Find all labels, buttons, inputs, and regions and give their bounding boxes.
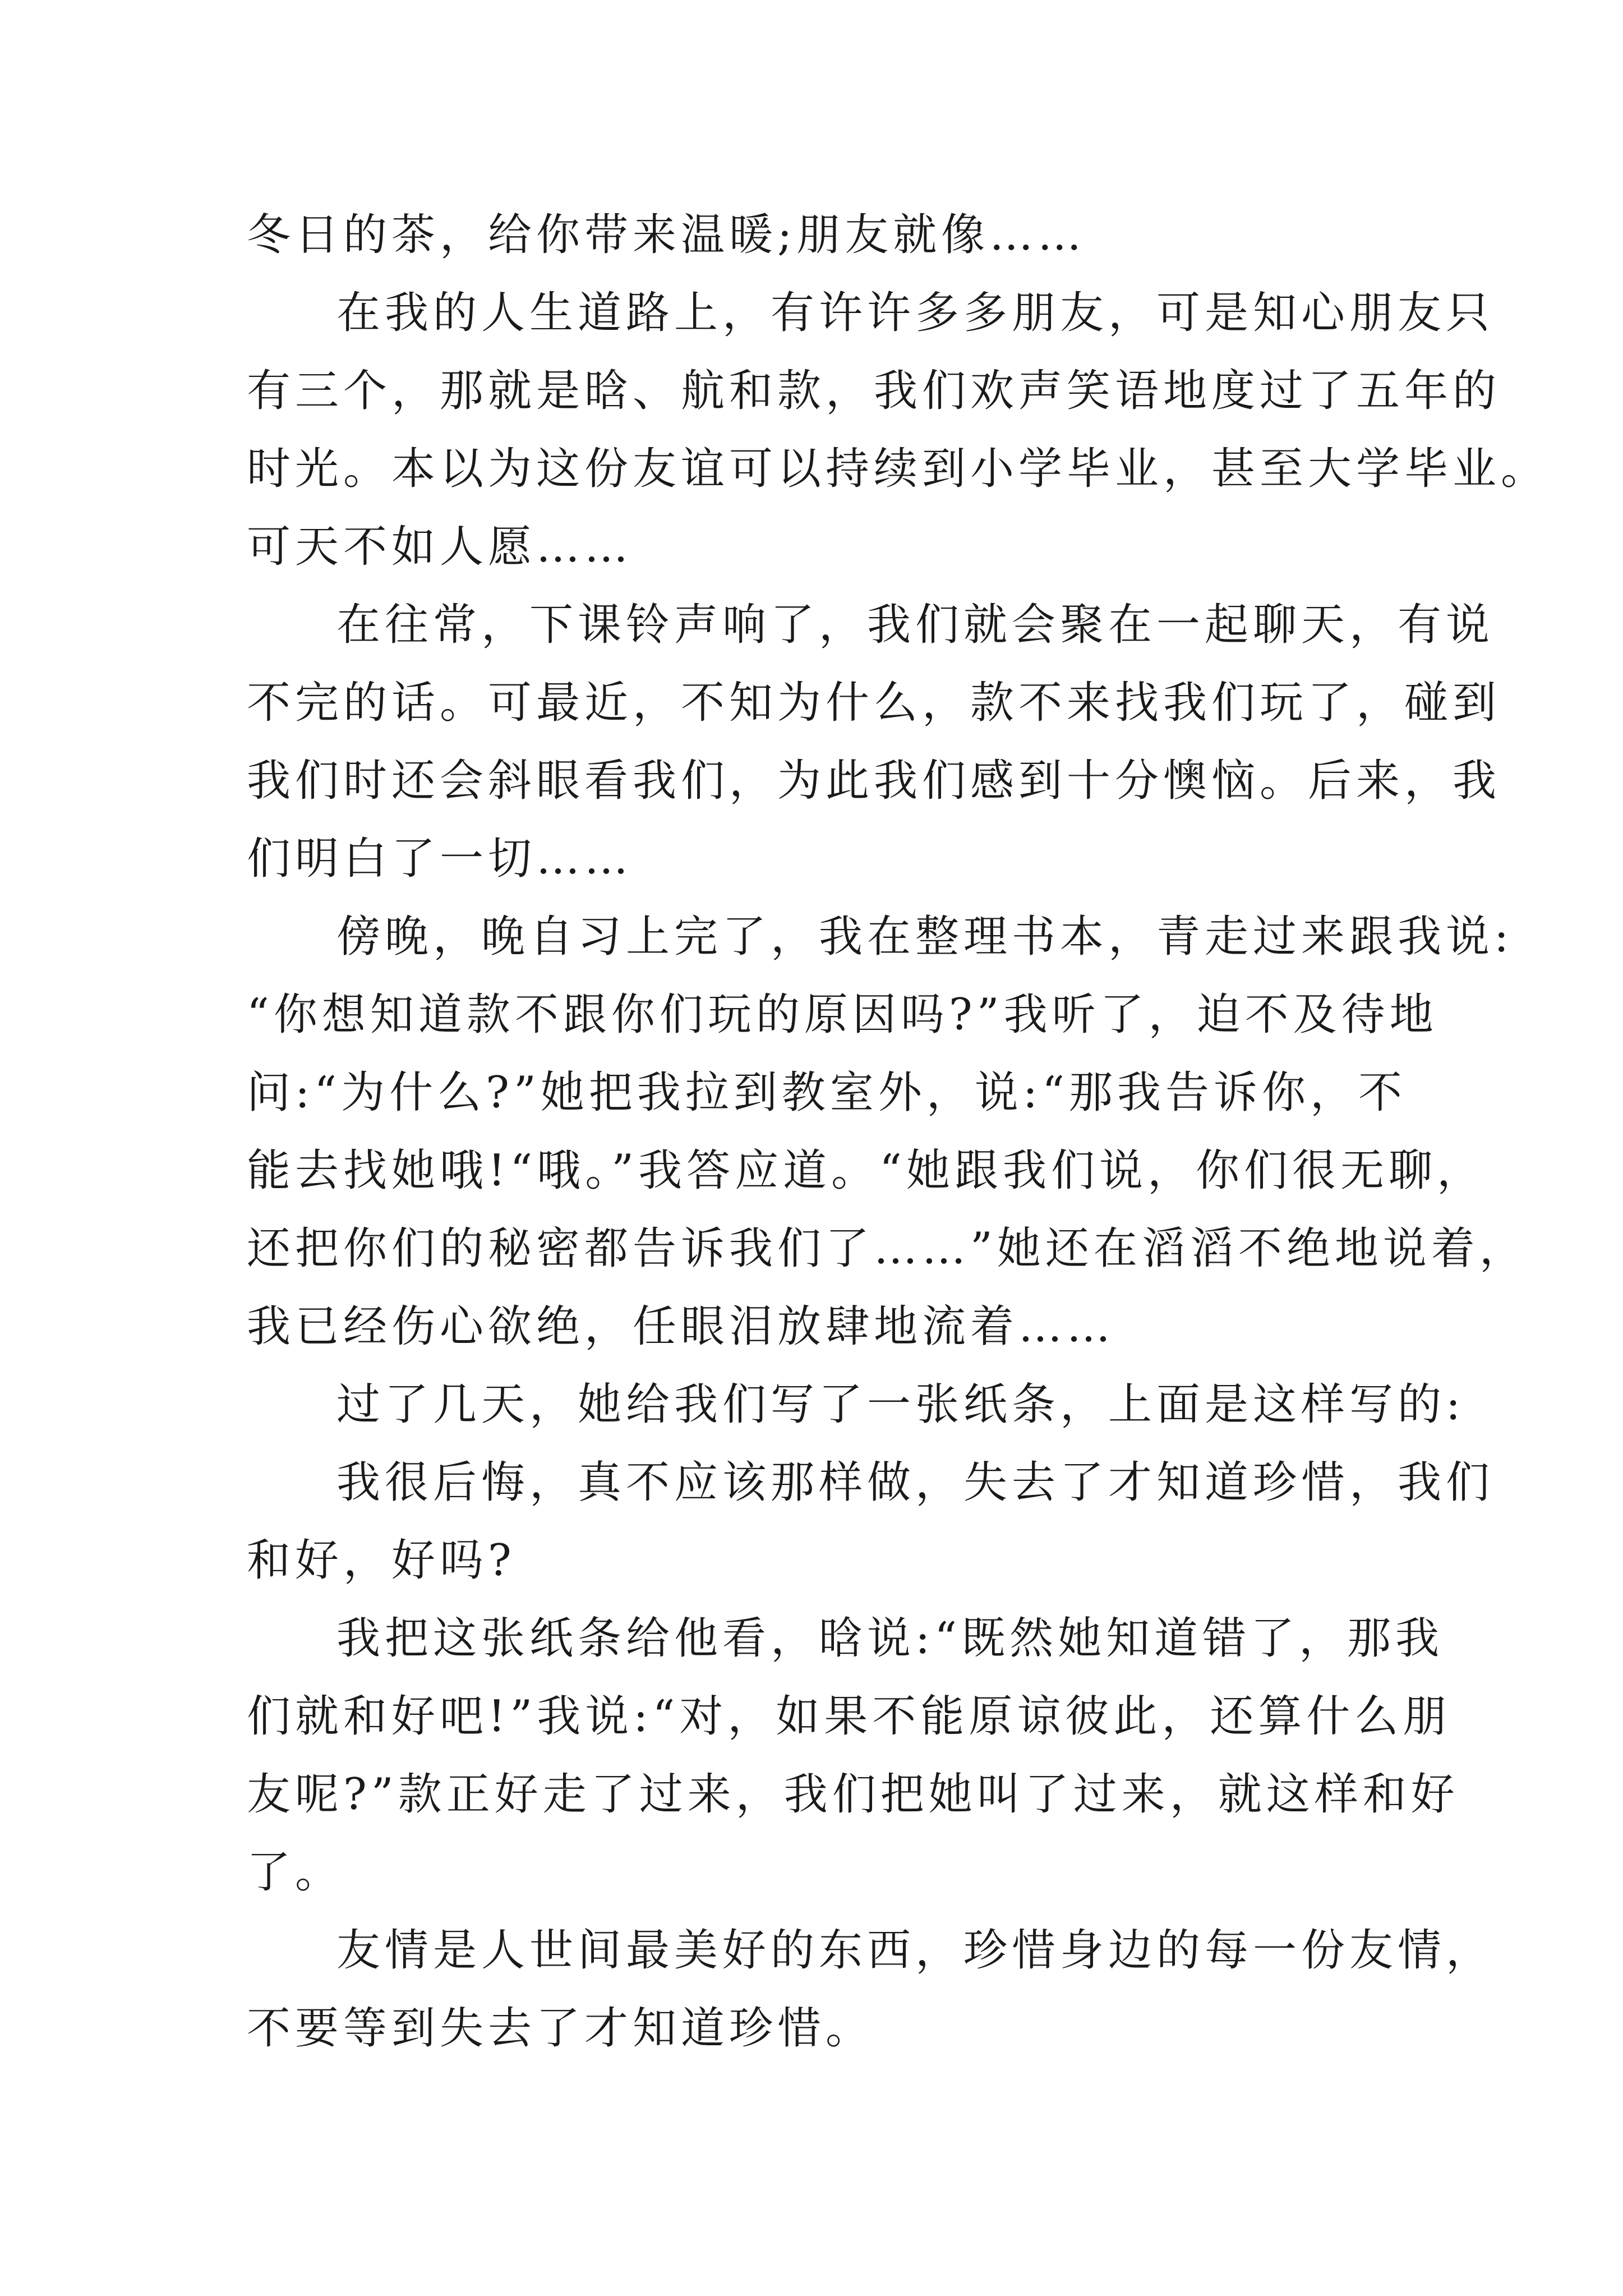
text-line: 能去找她哦!“哦。”我答应道。“她跟我们说，你们很无聊， (247, 1145, 1485, 1196)
text-line: 我们时还会斜眼看我们，为此我们感到十分懊恼。后来，我 (247, 756, 1501, 806)
text-line: 过了几天，她给我们写了一张纸条，上面是这样写的: (336, 1379, 1465, 1430)
text-line: 我已经伤心欲绝，任眼泪放肆地流着…… (247, 1301, 1115, 1352)
text-line: 们明白了一切…… (247, 834, 633, 884)
text-line: 问:“为什么?”她把我拉到教室外，说:“那我告诉你，不 (247, 1068, 1407, 1118)
text-line: “你想知道款不跟你们玩的原因吗?”我听了，迫不及待地 (247, 990, 1438, 1040)
text-line: 友情是人世间最美好的东西，珍惜身边的每一份友情， (336, 1925, 1495, 1976)
text-line: 还把你们的秘密都告诉我们了……”她还在滔滔不绝地说着， (247, 1223, 1528, 1274)
text-line: 冬日的茶，给你带来温暖;朋友就像…… (247, 210, 1086, 260)
text-line: 我把这张纸条给他看，晗说:“既然她知道错了，那我 (336, 1613, 1444, 1664)
text-line: 们就和好吧!”我说:“对，如果不能原谅彼此，还算什么朋 (247, 1691, 1451, 1742)
text-line: 和好，好吗? (247, 1535, 516, 1586)
document-body (247, 196, 1550, 2068)
text-line: 友呢?”款正好走了过来，我们把她叫了过来，就这样和好 (247, 1769, 1459, 1820)
text-line: 时光。本以为这份友谊可以持续到小学毕业，甚至大学毕业。 (247, 444, 1550, 494)
text-line: 不完的话。可最近，不知为什么，款不来找我们玩了，碰到 (247, 678, 1501, 728)
text-line: 傍晚，晚自习上完了，我在整理书本，青走过来跟我说: (336, 912, 1514, 962)
text-line: 有三个，那就是晗、航和款，我们欢声笑语地度过了五年的 (247, 366, 1501, 416)
text-line: 不要等到失去了才知道珍惜。 (247, 2003, 874, 2054)
text-line: 了。 (247, 1847, 344, 1898)
text-line: 可天不如人愿…… (247, 522, 633, 572)
text-line: 在往常，下课铃声响了，我们就会聚在一起聊天，有说 (336, 600, 1495, 650)
text-line: 在我的人生道路上，有许许多多朋友，可是知心朋友只 (336, 288, 1495, 338)
text-line: 我很后悔，真不应该那样做，失去了才知道珍惜，我们 (336, 1457, 1495, 1508)
